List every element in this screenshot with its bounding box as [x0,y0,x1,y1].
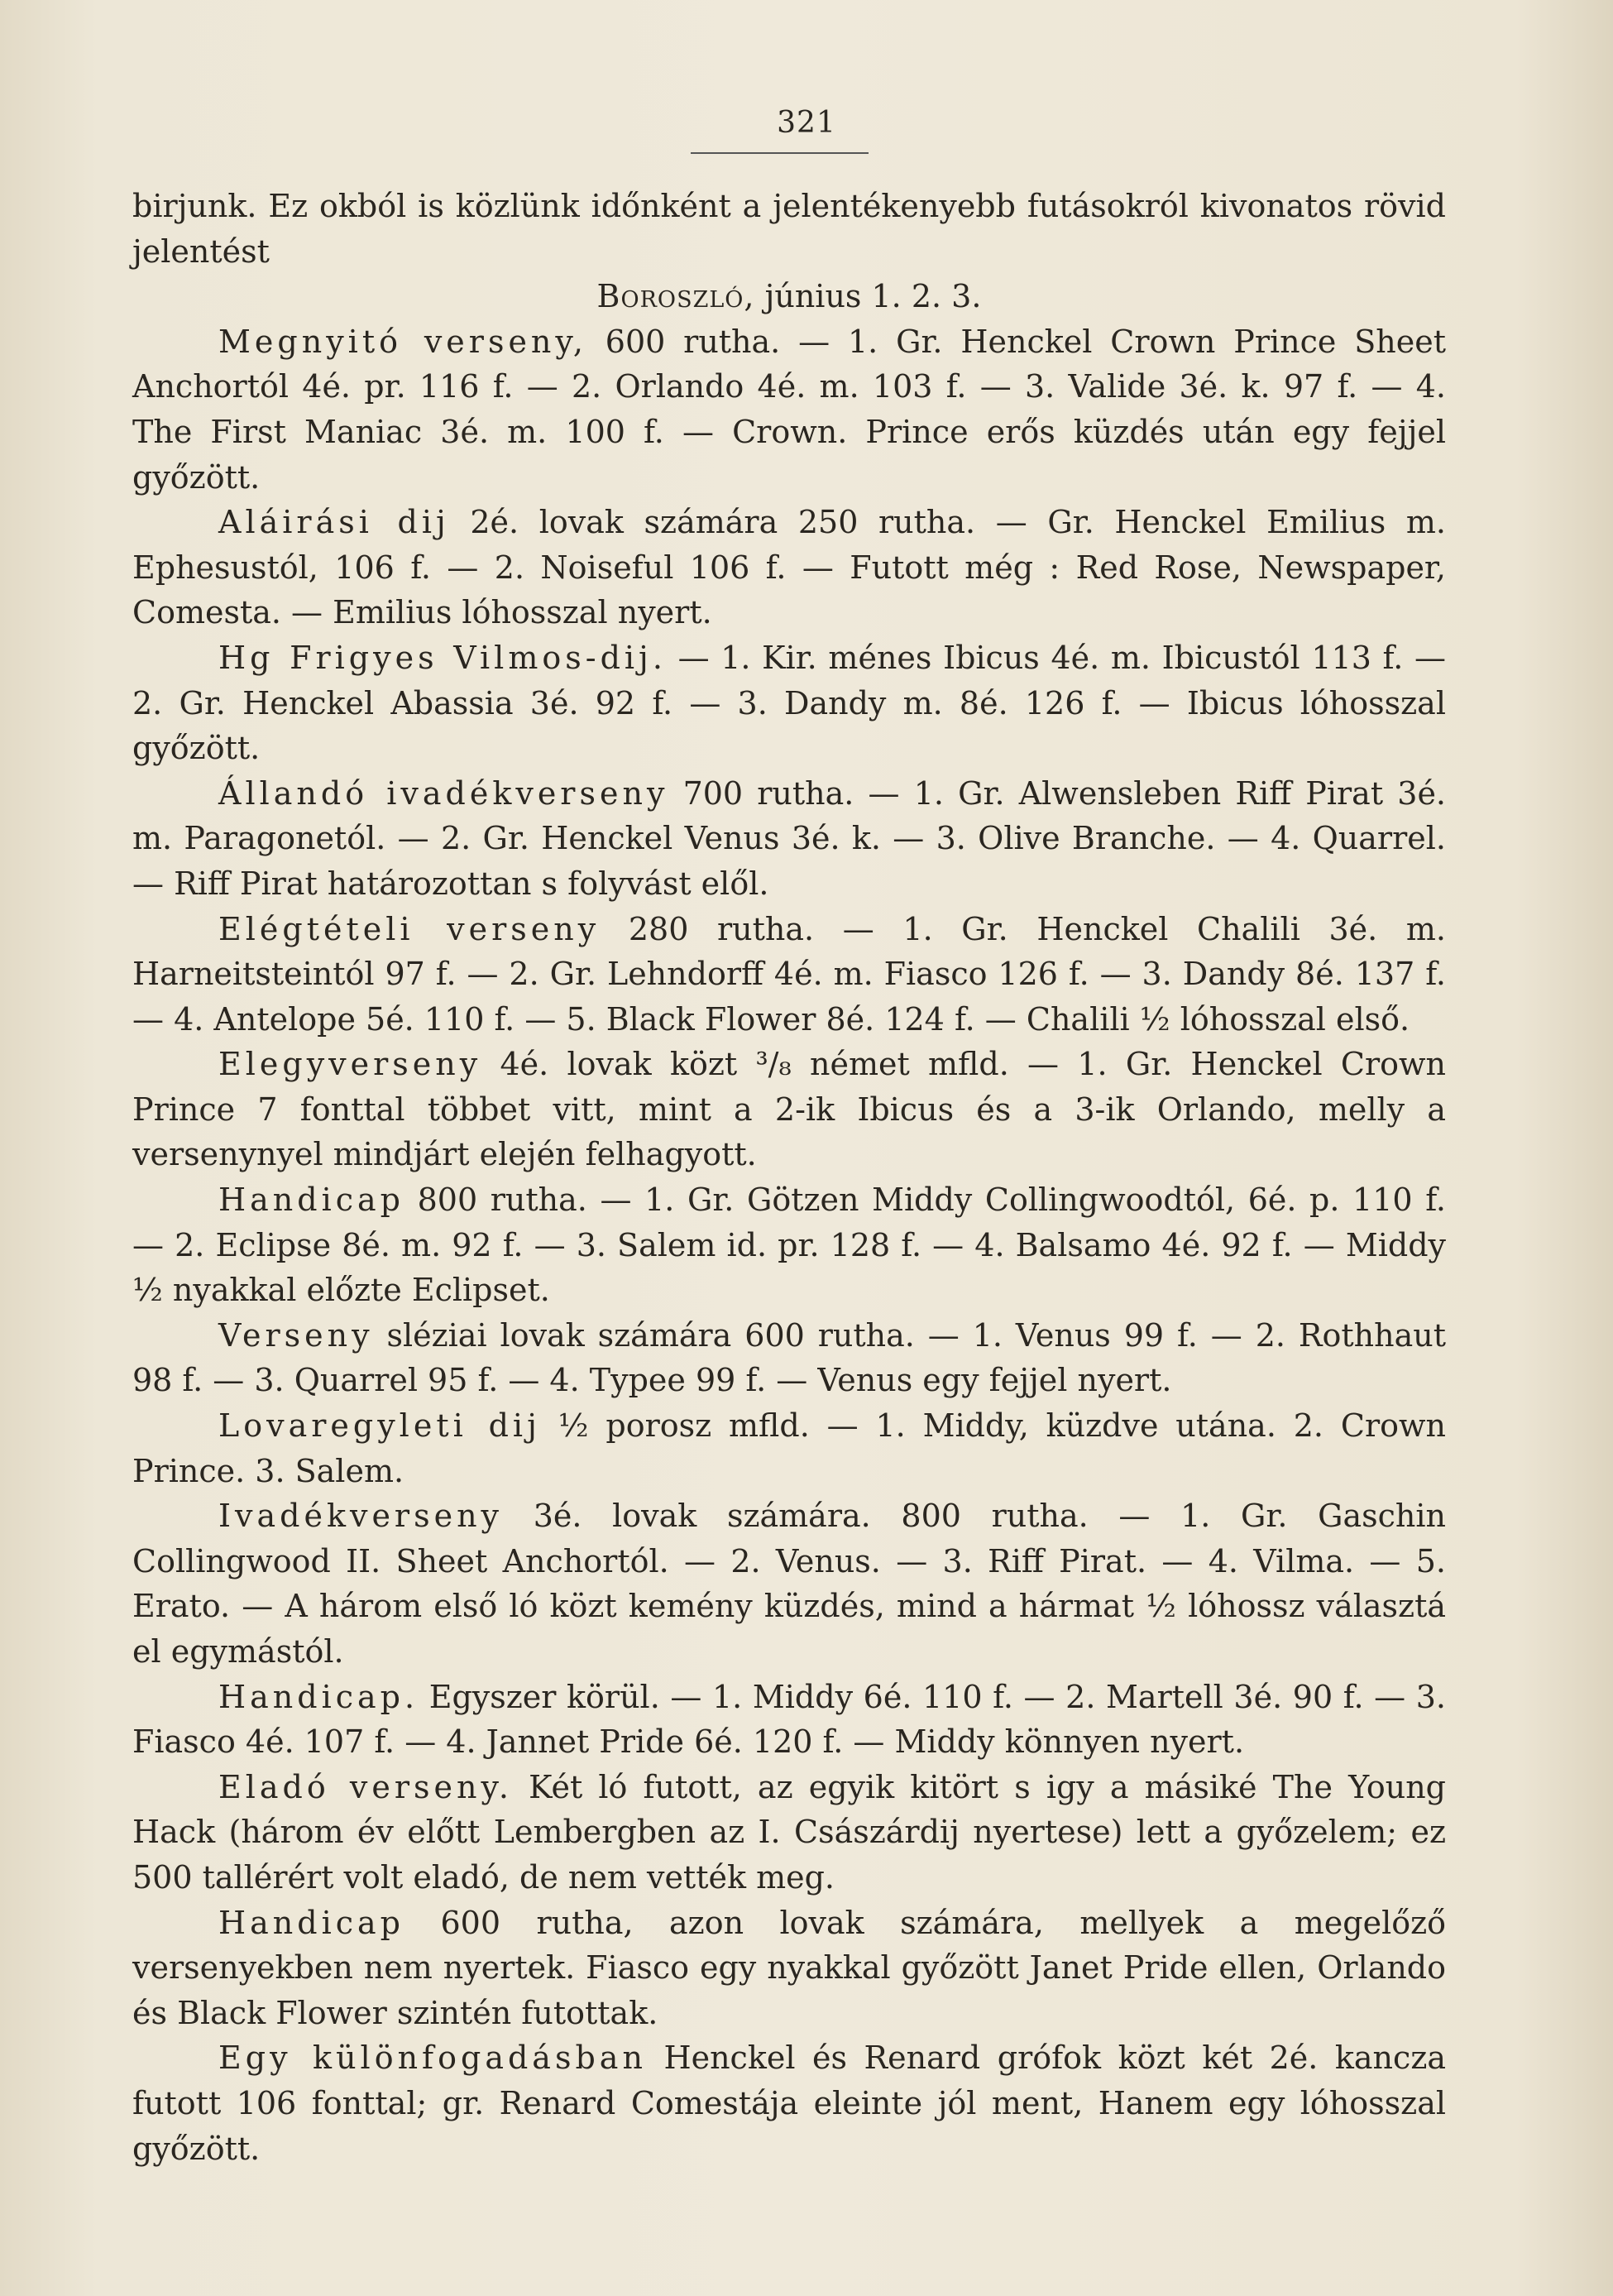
paragraph-text: 700 rutha. — 1. Gr. Alwensleben Riff Pirat 3é. m. Paragonetól. — 2. Gr. Henckel Venus 3é. k. — 3. Olive Branche. — 4. Quarrel. — Riff Pirat határozottan s folyvást elől. [132,774,1447,902]
paragraph-text: sléziai lovak számára 600 rutha. — 1. Venus 99 f. — 2. Rothhaut 98 f. — 3. Quarrel 95 f. — 4. Typee 99 f. — Venus egy fejjel nyert. [132,1316,1446,1399]
paragraph [132,319,1446,500]
paragraph-text: Henckel és Renard grófok közt két 2é. kancza futott 106 fonttal; gr. Renard Comestája eleinte jól ment, Hanem egy lóhosszal győzött. [132,2040,1446,2167]
race-name: Állandó ivadékverseny [218,774,669,812]
paragraph [132,771,1446,907]
paragraph [132,907,1446,1043]
paragraph [132,500,1446,635]
race-name: Elegyverseny [218,1046,482,1083]
section-heading [132,274,1446,319]
article-body [132,184,1446,2171]
paragraph [132,1313,1446,1403]
paragraph-text: 2é. lovak számára 250 rutha. — Gr. Henckel Emilius m. Ephesustól, 106 f. — 2. Noiseful 106 f. — Futott még : Red Rose, Newspaper, Comesta. — Emilius lóhosszal nyert. [132,504,1447,631]
paragraph-text: 4é. lovak közt ³/₈ német mfld. — 1. Gr. Henckel Crown Prince 7 fonttal többet vitt, mint a 2-ik Ibicus és a 3-ik Orlando, melly a versenynyel mindjárt elején felhagyott. [132,1046,1446,1173]
paragraph [132,635,1446,771]
paragraph [132,1493,1446,1674]
paragraph-text: Két ló futott, az egyik kitört s igy a másiké The Young Hack (három év előtt Lembergben az I. Császárdij nyertese) lett a győzelem; ez 500 tallérért volt eladó, de nem vették meg. [132,1768,1447,1896]
paragraph [132,2035,1446,2171]
race-name: Hg Frigyes Vilmos-dij. [218,639,667,676]
race-name: Megnyitó verseny, [218,323,587,360]
paragraph [132,184,1446,274]
paragraph [132,1403,1446,1493]
race-name: Handicap [218,1182,405,1219]
paragraph [132,1901,1446,2036]
race-name: Aláirási dij [218,504,450,541]
paragraph [132,1765,1446,1901]
paragraph [132,1675,1446,1765]
paragraph-text: 280 rutha. — 1. Gr. Henckel Chalili 3é. m. Harneitsteintól 97 f. — 2. Gr. Lehndorff 4é. m. Fiasco 126 f. — 3. Dandy 8é. 137 f. — 4. Antelope 5é. 110 f. — 5. Black Flower 8é. 124 f. — Chalili ½ lóhosszal első. [132,910,1446,1038]
paragraph-text: Egyszer körül. — 1. Middy 6é. 110 f. — 2. Martell 3é. 90 f. — 3. Fiasco 4é. 107 f. — 4. Jannet Pride 6é. 120 f. — Middy könnyen nyert. [132,1678,1446,1761]
paragraph-text: 800 rutha. — 1. Gr. Götzen Middy Collingwoodtól, 6é. p. 110 f. — 2. Eclipse 8é. m. 92 f. — 3. Salem id. pr. 128 f. — 4. Balsamo 4é. 92 f. — Middy ½ nyakkal előzte Eclipset. [132,1182,1446,1309]
paragraph-text: — 1. Kir. ménes Ibicus 4é. m. Ibicustól 113 f. — 2. Gr. Henckel Abassia 3é. 92 f. — 3. Dandy m. 8é. 126 f. — Ibicus lóhosszal győzött. [132,639,1446,767]
race-name: Ivadékverseny [218,1498,504,1535]
paragraph-text: ½ porosz mfld. — 1. Middy, küzdve utána. 2. Crown Prince. 3. Salem. [132,1407,1446,1489]
header-rule [691,152,869,154]
race-name: Handicap [218,1904,405,1941]
paragraph-text: 600 rutha. — 1. Gr. Henckel Crown Prince Sheet Anchortól 4é. pr. 116 f. — 2. Orlando 4é. m. 103 f. — 3. Valide 3é. k. 97 f. — 4. The First Maniac 3é. m. 100 f. — Crown. Prince erős küzdés után egy fejjel győzött. [132,323,1446,496]
race-name: Egy különfogadásban [218,2040,647,2077]
race-name: Lovaregyleti dij [218,1407,541,1445]
section-date: június 1. 2. 3. [754,278,982,315]
place-name: Boroszló, [596,278,755,315]
paragraph [132,1042,1446,1177]
race-name: Eladó verseny. [218,1768,513,1805]
race-name: Handicap. [218,1678,419,1715]
race-name: Verseny [218,1316,374,1354]
page-number: 321 [777,106,836,140]
race-name: Elégtételi verseny [218,910,601,947]
paragraph-text: 600 rutha, azon lovak számára, mellyek a megelőző versenyekben nem nyertek. Fiasco egy nyakkal győzött Janet Pride ellen, Orlando és Black Flower szintén futottak. [132,1904,1446,2031]
paragraph-text: 3é. lovak számára. 800 rutha. — 1. Gr. Gaschin Collingwood II. Sheet Anchortól. — 2. Venus. — 3. Riff Pirat. — 4. Vilma. — 5. Erato. — A három első ló közt kemény küzdés, mind a hármat ½ lóhossz választá el egymástól. [132,1498,1446,1670]
paragraph-text: birjunk. Ez okból is közlünk időnként a jelentékenyebb futásokról kivonatos rövid jelentést [132,188,1446,270]
paragraph [132,1177,1446,1313]
